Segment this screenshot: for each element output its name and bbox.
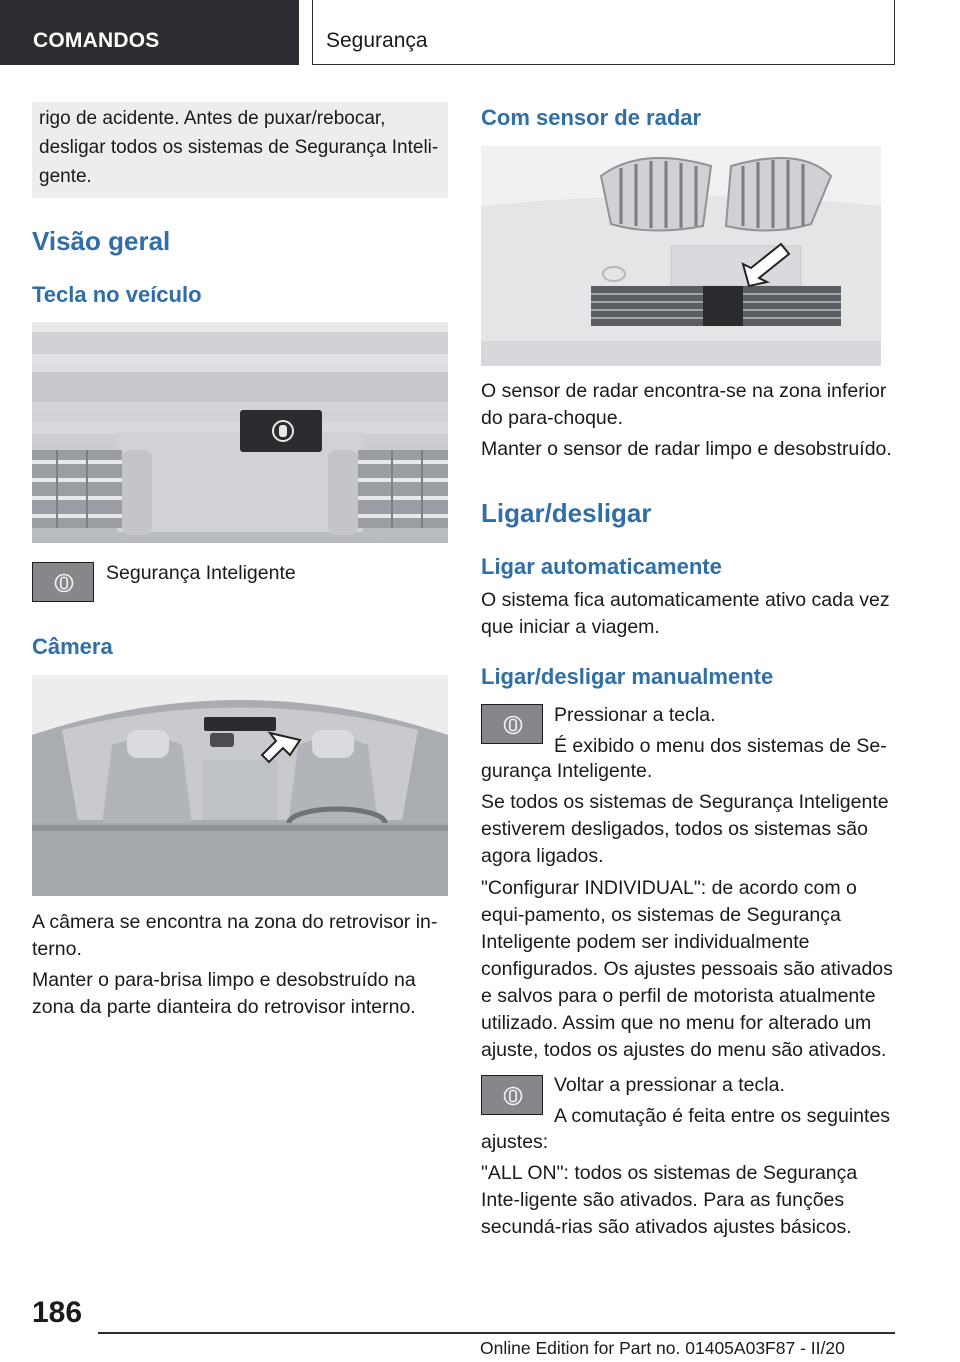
camera-photo (32, 675, 448, 896)
safety-key-symbol-manual (481, 704, 543, 744)
radar-sensor-photo (481, 146, 881, 366)
auto-paragraph: O sistema fica automaticamente ativo cada vez que iniciar a viagem. (481, 589, 890, 638)
chapter-tab (0, 0, 299, 65)
heading-manual: Ligar/desligar manualmente (481, 664, 774, 689)
topic-tab (312, 0, 895, 65)
manual-step-2b: gurança Inteligente. (481, 760, 653, 782)
topic-title: Segurança (326, 29, 428, 52)
all-on-paragraph: "ALL ON": todos os sistemas de Segurança Inte-ligente são ativados. Para as funções secundá-rias são ativados ajustes básicos. (481, 1162, 858, 1238)
chapter-title: COMANDOS (33, 29, 160, 52)
heading-on-off: Ligar/desligar (481, 498, 652, 528)
warning-note (32, 102, 448, 198)
manual-step-1: Pressionar a tecla. (554, 704, 716, 726)
heading-camera: Câmera (32, 634, 113, 659)
heading-auto-on: Ligar automaticamente (481, 554, 722, 579)
manual-paragraph-1: Se todos os sistemas de Segurança Inteligente estiverem desligados, todos os sistemas são agora ligados. (481, 791, 889, 867)
safety-car-icon (503, 1086, 523, 1106)
again-step-2b: ajustes: (481, 1131, 549, 1153)
heading-overview: Visão geral (32, 226, 171, 256)
manual-paragraph-2: "Configurar INDIVIDUAL": de acordo com o equi-pamento, os sistemas de Segurança Inteligente podem ser individualmente configurados. Os ajustes pessoais são ativados e salvos para o perfil de motorista atualmente utilizado. Assim que no menu for alterado um ajuste, todos os ajustes do menu são ativados. (481, 877, 893, 1061)
again-step-1: Voltar a pressionar a tecla. (554, 1074, 785, 1096)
camera-paragraph-1: A câmera se encontra na zona do retrovisor in-terno. (32, 911, 438, 960)
dashboard-button-photo (32, 322, 448, 543)
edition-note: Online Edition for Part no. 01405A03F87 - II/20 (480, 1338, 845, 1358)
heading-vehicle-key: Tecla no veículo (32, 282, 202, 307)
manual-step-2a: É exibido o menu dos sistemas de Se- (554, 735, 887, 757)
footer-rule (98, 1332, 895, 1334)
warning-note-text: rigo de acidente. Antes de puxar/rebocar, desligar todos os sistemas de Segurança Inteli-gente. (39, 108, 439, 187)
again-step-2a: A comutação é feita entre os seguintes (554, 1105, 891, 1127)
heading-radar: Com sensor de radar (481, 105, 702, 130)
key-caption: Segurança Inteligente (106, 562, 296, 584)
radar-paragraph-2: Manter o sensor de radar limpo e desobstruído. (481, 438, 892, 460)
safety-car-icon (503, 715, 523, 735)
camera-paragraph-2: Manter o para-brisa limpo e desobstruído na zona da parte dianteira do retrovisor interno. (32, 969, 416, 1018)
safety-car-icon (54, 573, 74, 593)
safety-key-symbol (32, 562, 94, 602)
radar-paragraph-1: O sensor de radar encontra-se na zona inferior do para-choque. (481, 380, 887, 429)
page-number: 186 (32, 1296, 83, 1329)
safety-key-symbol-again (481, 1075, 543, 1115)
